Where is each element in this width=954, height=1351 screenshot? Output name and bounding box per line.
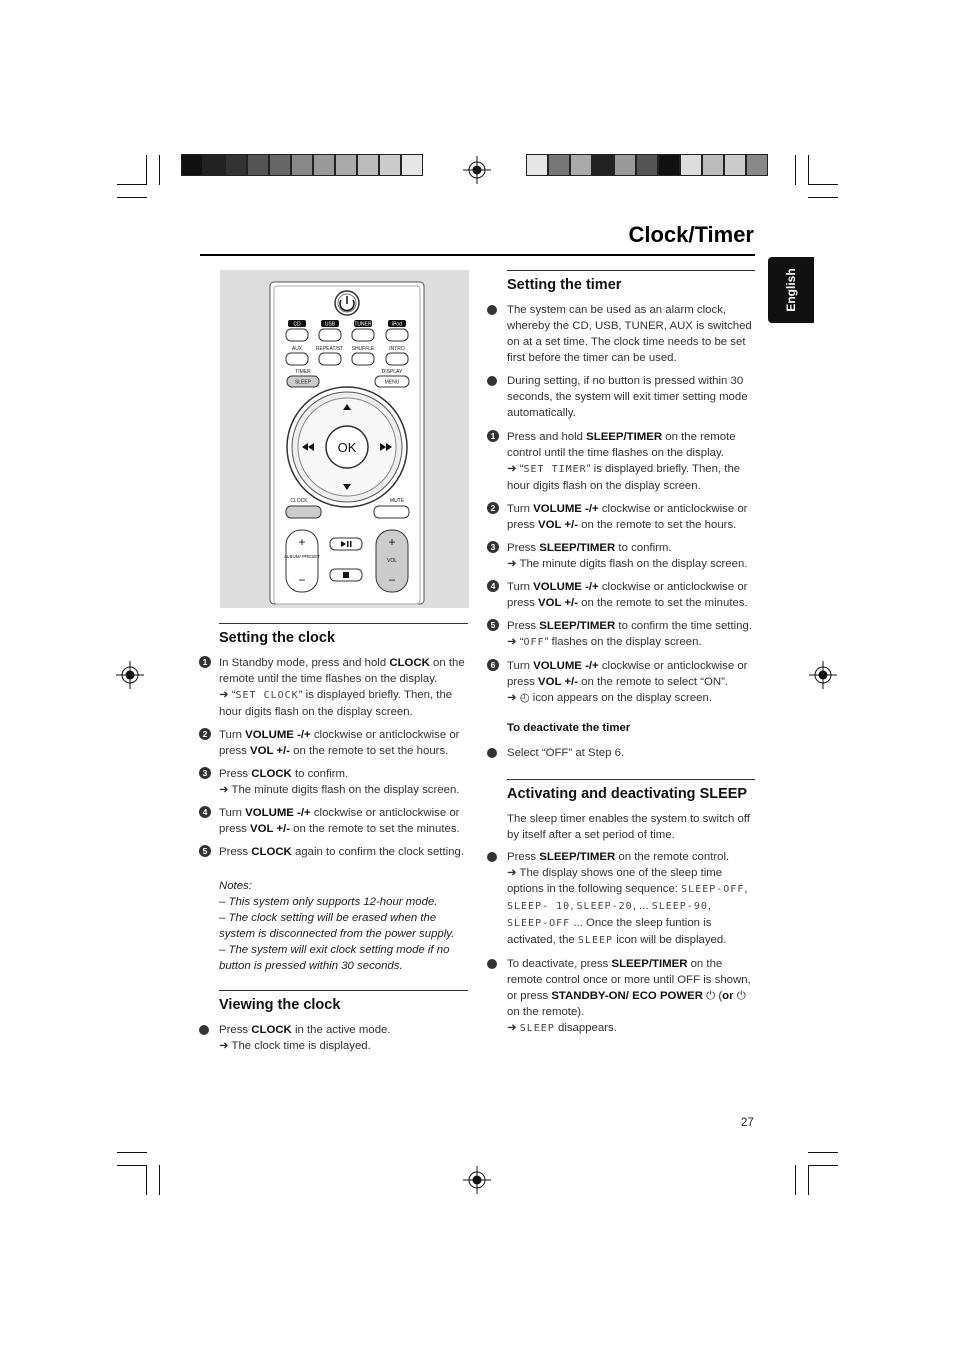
registration-target-icon <box>809 661 837 689</box>
timer-step-2: 2 Turn VOLUME -/+ clockwise or anticlockwise or press VOL +/- on the remote to set the hours. <box>507 501 755 533</box>
timer-step-5: 5 Press SLEEP/TIMER to confirm the time setting. ➜ “OFF” flashes on the display screen. <box>507 618 755 651</box>
step-number-icon: 3 <box>199 767 211 779</box>
setting-timer-heading: Setting the timer <box>507 270 755 294</box>
setting-timer-bullets <box>507 302 755 421</box>
sleep-bullet-1: Press SLEEP/TIMER on the remote control. ➜ The display shows one of the sleep time options in the following sequence: SLEEP-OFF, SLEEP- 10, SLEEP-20, ... SLEEP-90, SLEEP-OFF ... Once the sleep funtion is activated, the SLEEP icon will be displayed. <box>507 849 755 949</box>
clock-step-5: 5 Press CLOCK again to confirm the clock setting. <box>219 844 468 860</box>
bullet-icon <box>487 852 497 862</box>
step-number-icon: 4 <box>199 806 211 818</box>
remote-label-shuffle: SHUFFLE <box>351 346 375 352</box>
viewing-clock-items <box>219 1022 468 1054</box>
step-number-icon: 4 <box>487 580 499 592</box>
remote-label-menu: MENU <box>384 379 400 386</box>
viewing-item-1: Press CLOCK in the active mode. ➜ The clock time is displayed. <box>219 1022 468 1054</box>
page-title: Clock/Timer <box>628 222 754 247</box>
left-column <box>202 623 468 1061</box>
sleep-intro: The sleep timer enables the system to switch off by itself after a set period of time. <box>507 813 750 841</box>
svg-text:−: − <box>388 573 396 587</box>
remote-label-clock: CLOCK <box>290 498 308 504</box>
timer-bullet-2: During setting, if no button is pressed within 30 seconds, the system will exit timer setting mode automatically. <box>507 373 755 421</box>
deactivate-timer-heading: To deactivate the timer <box>507 722 631 734</box>
step-number-icon: 5 <box>487 619 499 631</box>
bullet-icon <box>199 1025 209 1035</box>
svg-text:+: + <box>298 535 306 549</box>
setting-clock-steps <box>202 655 468 860</box>
remote-label-sleep: SLEEP <box>294 379 312 386</box>
page-number: 27 <box>741 1117 754 1129</box>
step-number-icon: 5 <box>199 845 211 857</box>
sleep-bullet-2: To deactivate, press SLEEP/TIMER on the remote control once or more until OFF is shown, or press STANDBY-ON/ ECO POWER ⏻ (or ⏻ on the remote). ➜ SLEEP disappears. <box>507 956 755 1037</box>
step-number-icon: 2 <box>487 502 499 514</box>
remote-label-timer: TIMER <box>295 369 311 375</box>
remote-label-tuner: TUNER <box>354 321 372 328</box>
remote-label-aux: AUX <box>291 346 303 352</box>
remote-label-intro: INTRO <box>389 346 405 352</box>
setting-clock-notes <box>219 878 468 974</box>
bullet-icon <box>487 748 497 758</box>
svg-text:−: − <box>298 573 306 587</box>
remote-label-repeat: REPEAT/ST. <box>315 346 345 352</box>
registration-target-icon <box>463 1166 491 1194</box>
timer-step-6: 6 Turn VOLUME -/+ clockwise or anticlockwise or press VOL +/- on the remote to select “ON”. ➜ ◴ icon appears on the display screen. <box>507 658 755 706</box>
timer-step-4: 4 Turn VOLUME -/+ clockwise or anticlockwise or press VOL +/- on the remote to set the minutes. <box>507 579 755 611</box>
bullet-icon <box>487 376 497 386</box>
sleep-heading: Activating and deactivating SLEEP <box>507 779 755 803</box>
note-line: – This system only supports 12-hour mode. <box>219 896 438 908</box>
remote-label-ok: OK <box>337 440 357 455</box>
color-bar-right <box>526 154 768 176</box>
note-line: Notes: <box>219 880 252 892</box>
remote-label-vol: VOL <box>386 558 398 564</box>
note-line: – The system will exit clock setting mode if no button is pressed within 30 seconds. <box>219 944 450 972</box>
timer-step-1: 1 Press and hold SLEEP/TIMER on the remote control until the time flashes on the display. ➜ “SET TIMER” is displayed briefly. Then, the hour digits flash on the display screen. <box>507 429 755 494</box>
setting-timer-steps <box>490 429 755 706</box>
step-number-icon: 1 <box>487 430 499 442</box>
remote-label-usb: USB <box>324 321 336 328</box>
clock-step-4: 4 Turn VOLUME -/+ clockwise or anticlockwise or press VOL +/- on the remote to set the minutes. <box>219 805 468 837</box>
sleep-bullets <box>507 849 755 1037</box>
timer-bullet-1: The system can be used as an alarm clock, whereby the CD, USB, TUNER, AUX is switched on at a set time. The clock time needs to be set first before the timer can be used. <box>507 302 755 366</box>
viewing-clock-heading: Viewing the clock <box>219 990 468 1014</box>
remote-label-display: DISPLAY <box>381 369 403 375</box>
deactivate-item-1: Select “OFF” at Step 6. <box>507 745 755 761</box>
language-tab: English <box>768 257 814 323</box>
bullet-icon <box>487 305 497 315</box>
clock-step-3: 3 Press CLOCK to confirm. ➜ The minute digits flash on the display screen. <box>219 766 468 798</box>
clock-step-1: 1 In Standby mode, press and hold CLOCK on the remote until the time flashes on the display. ➜ “SET CLOCK” is displayed briefly. Then, the hour digits flash on the display screen. <box>219 655 468 720</box>
clock-step-2: 2 Turn VOLUME -/+ clockwise or anticlockwise or press VOL +/- on the remote to set the hours. <box>219 727 468 759</box>
remote-label-ipod: iPod <box>391 321 403 328</box>
step-number-icon: 6 <box>487 659 499 671</box>
timer-step-3: 3 Press SLEEP/TIMER to confirm. ➜ The minute digits flash on the display screen. <box>507 540 755 572</box>
remote-label-album: ALBUM/ PRESET <box>283 554 321 559</box>
remote-label-mute: MUTE <box>389 498 405 504</box>
registration-target-icon <box>116 661 144 689</box>
remote-label-cd: CD <box>293 321 301 328</box>
step-number-icon: 1 <box>199 656 211 668</box>
svg-text:+: + <box>388 535 396 549</box>
setting-clock-heading: Setting the clock <box>219 623 468 647</box>
deactivate-timer-items <box>507 745 755 761</box>
step-number-icon: 2 <box>199 728 211 740</box>
step-number-icon: 3 <box>487 541 499 553</box>
right-column <box>490 270 755 1044</box>
remote-control-illustration <box>220 270 469 608</box>
bullet-icon <box>487 959 497 969</box>
title-rule <box>200 254 755 256</box>
note-line: – The clock setting will be erased when the system is disconnected from the power supply. <box>219 912 455 940</box>
registration-target-icon <box>463 156 491 184</box>
color-bar-left <box>181 154 423 176</box>
